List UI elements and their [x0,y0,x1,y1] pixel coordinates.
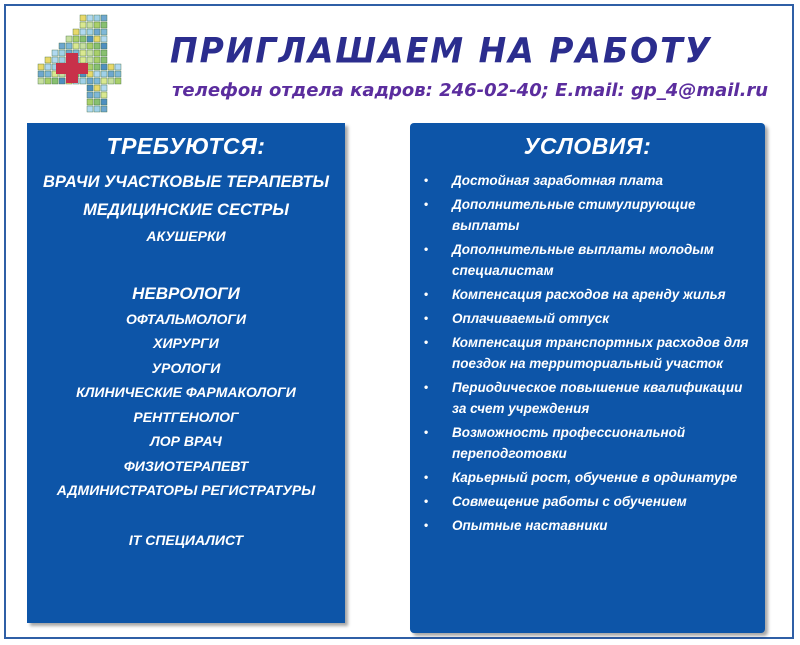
bullet-icon: • [424,197,429,211]
bullet-icon: • [424,173,429,187]
list-item: ХИРУРГИ [153,335,219,351]
bullet-icon: • [424,470,429,484]
list-item: • Дополнительные стимулирующие выплаты [424,194,765,236]
list-item: • Опытные наставники [424,515,765,536]
list-item: IT СПЕЦИАЛИСТ [128,531,244,548]
conditions-list [410,170,765,536]
list-item: РЕНТГЕНОЛОГ [133,408,239,425]
list-item: • Совмещение работы с обучением [424,491,765,512]
bullet-icon: • [424,494,429,508]
bullet-icon: • [424,380,429,394]
number-4-cross-logo-icon [36,13,126,117]
bullet-icon: • [424,242,429,256]
list-item: • Периодическое повышение квалификации за счет учреждения [424,377,765,419]
requirements-heading: ТРЕБУЮТСЯ: [106,133,266,159]
list-item: КЛИНИЧЕСКИЕ ФАРМАКОЛОГИ [76,384,296,400]
list-item: ВРАЧИ УЧАСТКОВЫЕ ТЕРАПЕВТЫ [42,173,330,191]
conditions-panel [410,123,765,633]
list-item: • Возможность профессиональной переподготовки [424,422,765,464]
list-item: • Карьерный рост, обучение в ординатуре [424,467,765,488]
conditions-heading: УСЛОВИЯ: [523,133,652,159]
list-item: ФИЗИОТЕРАПЕВТ [123,457,249,474]
list-item: ОФТАЛЬМОЛОГИ [125,310,247,327]
list-item: • Компенсация транспортных расходов для поездок на территориальный участок [424,332,765,374]
list-item: ЛОР ВРАЧ [150,433,222,449]
bullet-icon: • [424,425,429,439]
bullet-icon: • [424,311,429,325]
list-item: НЕВРОЛОГИ [132,283,240,303]
bullet-icon: • [424,518,429,532]
hr-contacts: телефон отдела кадров: 246-02-40; E.mail: gp_4@mail.ru [172,80,769,101]
bullet-icon: • [424,287,429,301]
list-item: • Компенсация расходов на аренду жилья [424,284,765,305]
list-item: АДМИНИСТРАТОРЫ РЕГИСТРАТУРЫ [56,482,316,498]
bullet-icon: • [424,335,429,349]
list-item: • Оплачиваемый отпуск [424,308,765,329]
list-item: • Дополнительные выплаты молодым специалистам [424,239,765,281]
page-title: ПРИГЛАШАЕМ НА РАБОТУ [170,30,713,71]
list-item: МЕДИЦИНСКИЕ СЕСТРЫ [83,201,289,219]
list-item: АКУШЕРКИ [146,228,226,244]
requirements-panel [27,123,345,623]
list-item: • Достойная заработная плата [424,170,765,191]
list-item: УРОЛОГИ [151,359,221,376]
requirements-list [27,168,345,552]
